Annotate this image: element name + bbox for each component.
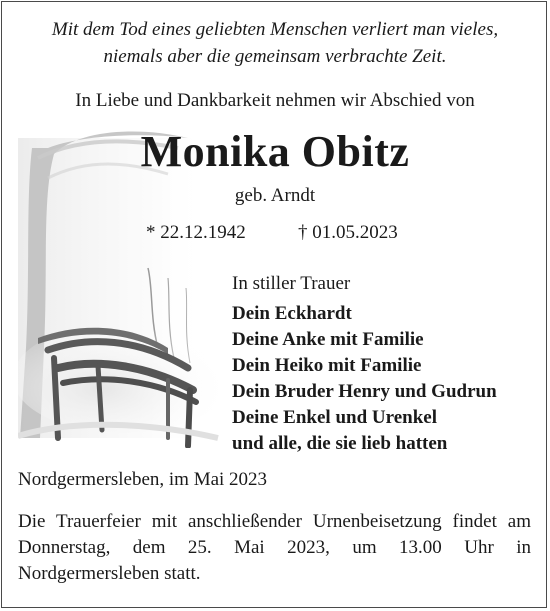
quote-line-1: Mit dem Tod eines geliebten Menschen verliert man vieles, bbox=[51, 19, 499, 40]
memorial-quote bbox=[0, 16, 550, 70]
place-and-date: Nordgermersleben, im Mai 2023 bbox=[18, 469, 268, 490]
mourner-line: und alle, die sie lieb hatten bbox=[232, 433, 448, 454]
mourning-intro: In stiller Trauer bbox=[232, 273, 351, 294]
mourner-line: Deine Anke mit Familie bbox=[232, 329, 424, 350]
death-date: † 01.05.2023 bbox=[298, 222, 398, 243]
quote-line-2: niemals aber die gemeinsam verbrachte Zeit. bbox=[103, 46, 447, 67]
mourner-line: Deine Enkel und Urenkel bbox=[232, 407, 437, 428]
maiden-name: geb. Arndt bbox=[234, 185, 316, 206]
farewell-intro: In Liebe und Dankbarkeit nehmen wir Abschied von bbox=[75, 90, 475, 111]
deceased-name: Monika Obitz bbox=[140, 127, 410, 176]
mourner-line: Dein Bruder Henry und Gudrun bbox=[232, 381, 497, 402]
birth-date: * 22.12.1942 bbox=[146, 222, 246, 243]
mourners-list bbox=[232, 301, 497, 457]
mourner-line: Dein Eckhardt bbox=[232, 303, 352, 324]
funeral-service-info: Die Trauerfeier mit anschließender Urnenbeisetzung findet am Donnerstag, dem 25. Mai 2023, um 13.00 Uhr in Nordgermersleben statt. bbox=[18, 511, 531, 584]
mourner-line: Dein Heiko mit Familie bbox=[232, 355, 422, 376]
